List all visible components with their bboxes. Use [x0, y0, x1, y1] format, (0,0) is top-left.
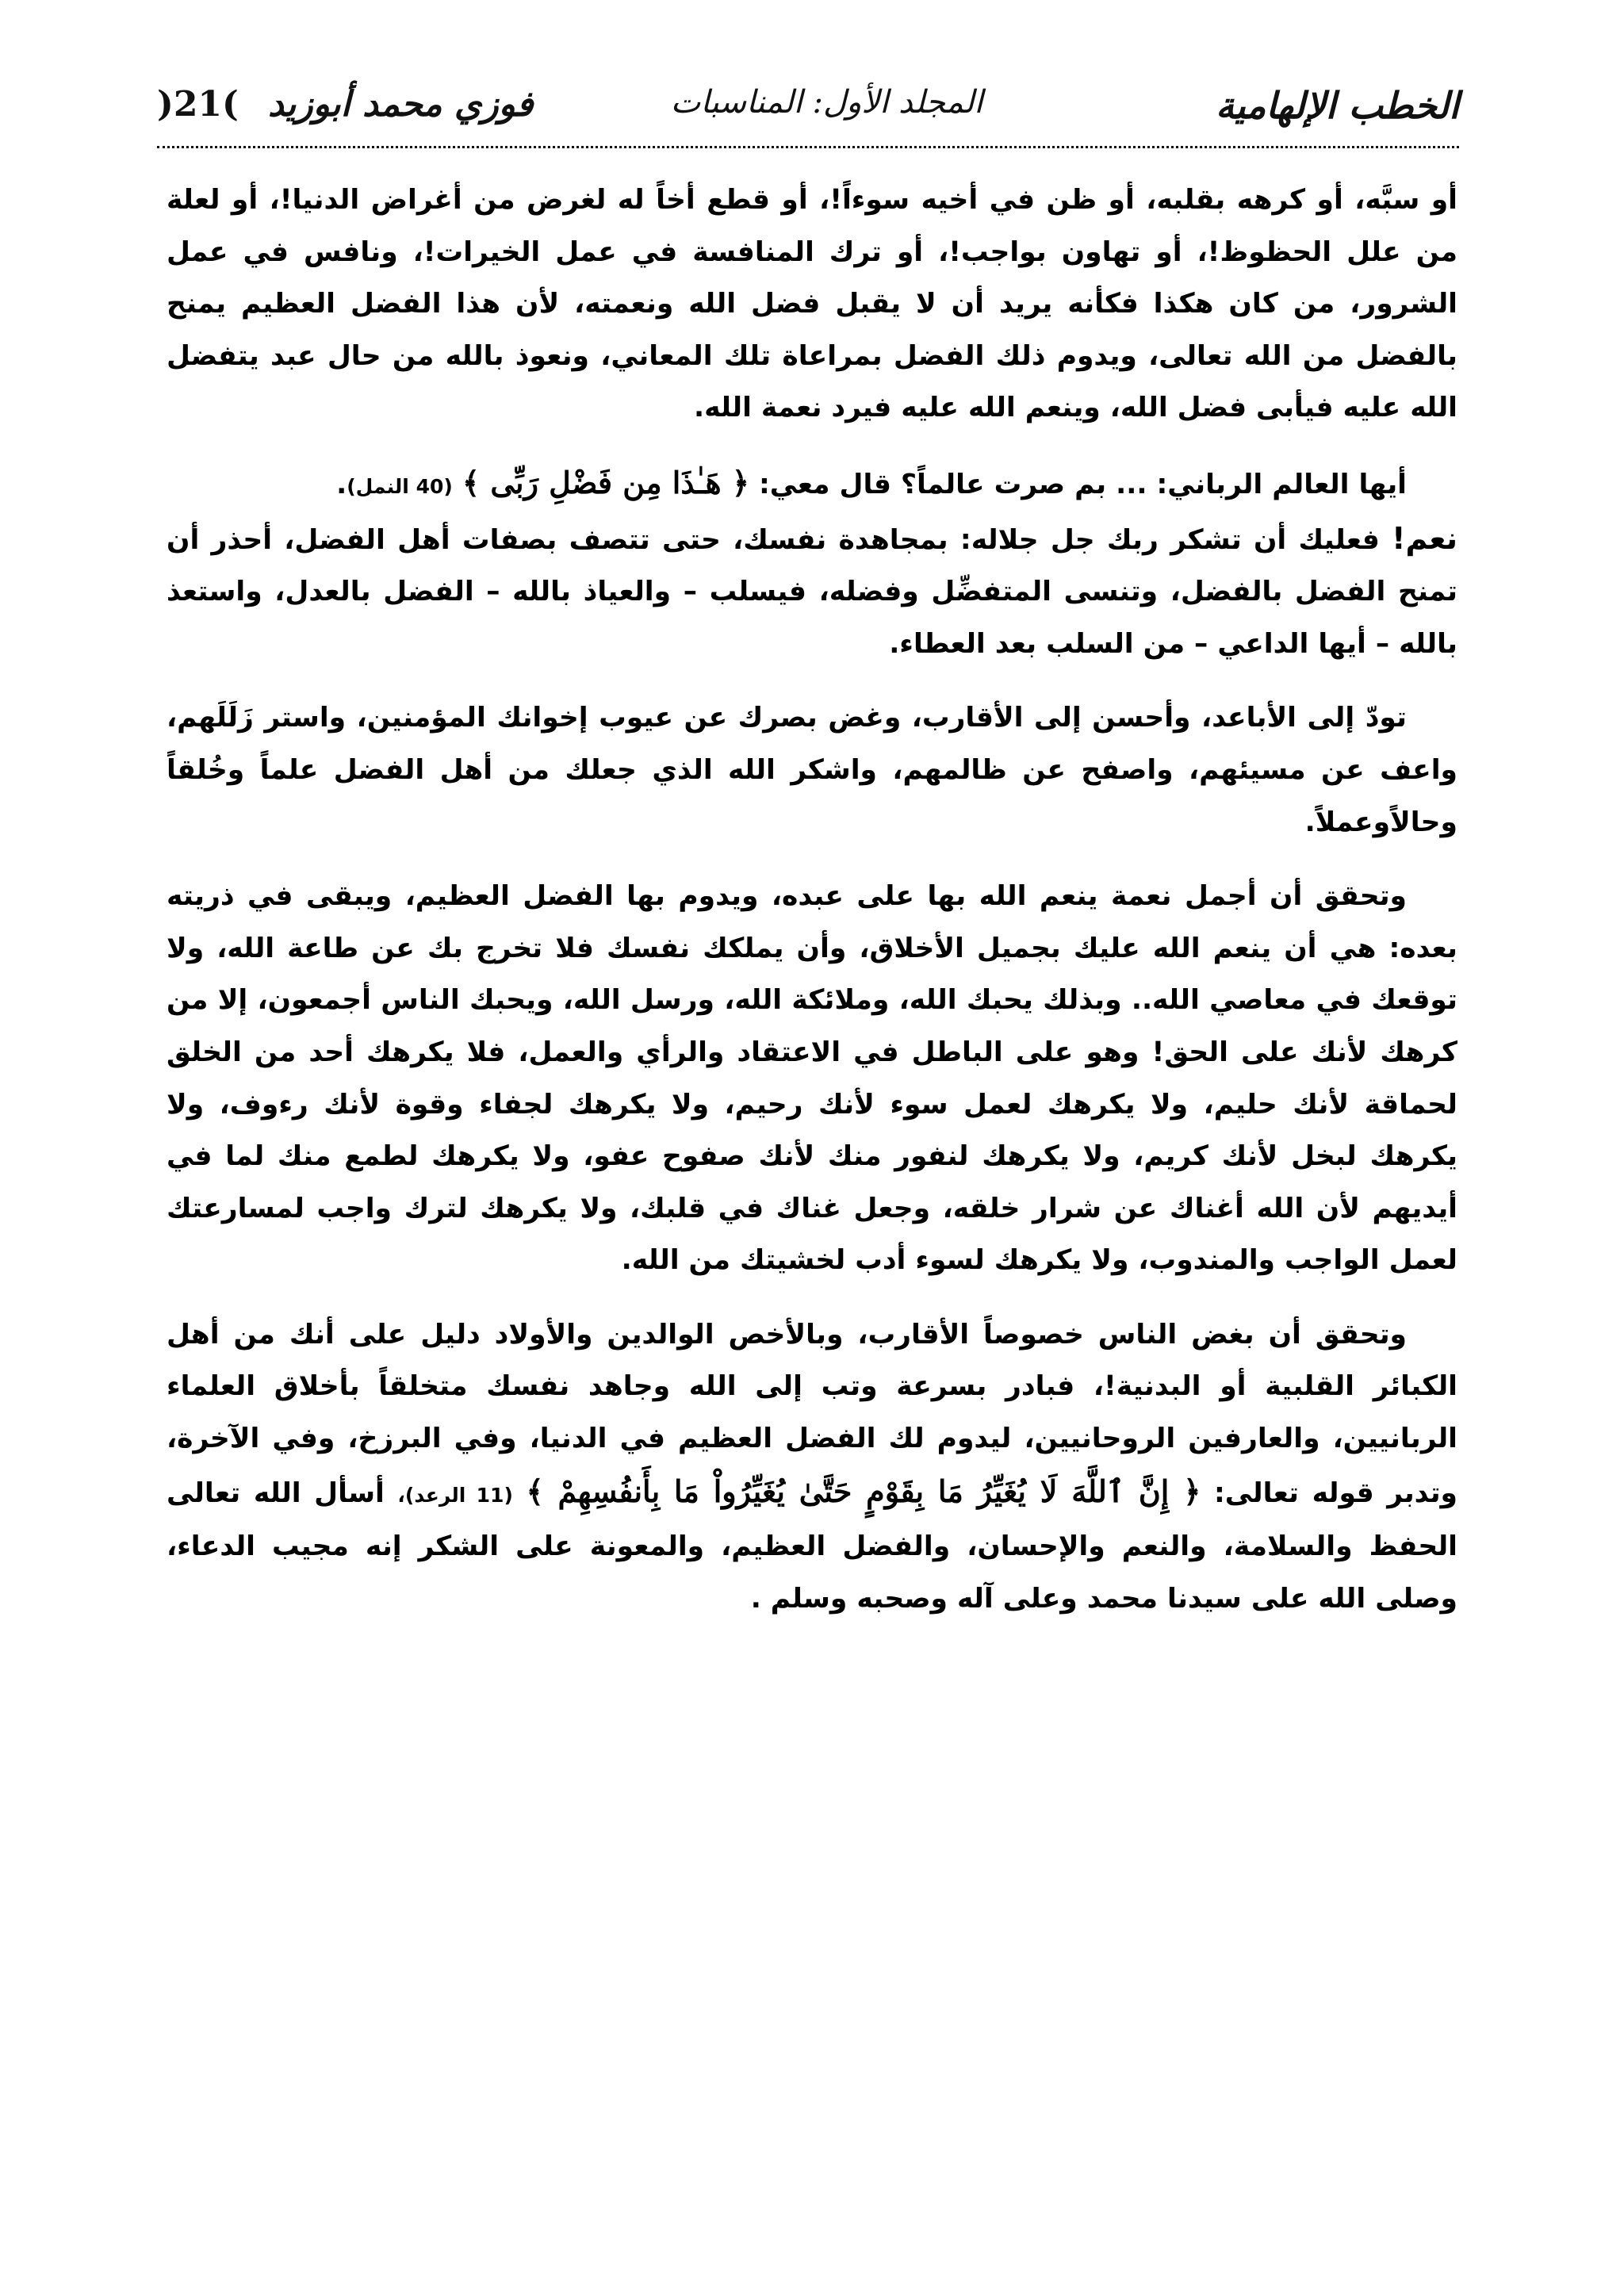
quran-verse-raad: ﴿ إِنَّ ٱللَّهَ لَا يُغَيِّرُ مَا بِقَوْمٍ حَتَّىٰ يُغَيِّرُواْ مَا بِأَنفُسِهِمْ ﴾	[526, 1473, 1201, 1509]
paragraph-2-period: .	[336, 468, 347, 500]
body-text	[167, 174, 1457, 1625]
header-divider	[157, 146, 1459, 148]
emphasis-naam: نعم!	[1392, 520, 1457, 556]
paragraph-1: أو سبَّه، أو كرهه بقلبه، أو ظن في أخيه سوءاً!، أو قطع أخاً له لغرض من أغراض الدنيا!، أو لعلة من علل الحظوظ!، أو تهاون بواجب!، أو ترك المنافسة في عمل الخيرات!، ونافس في عمل الشرور، من كان هكذا فكأنه يريد أن لا يقبل فضل الله ونعمته، لأن هذا الفضل العظيم يمنح بالفضل من الله تعالى، ويدوم ذلك الفضل بمراعاة تلك المعاني، ونعوذ بالله من حال عبد يتفضل الله عليه فيأبى فضل الله، وينعم الله عليه فيرد نعمة الله.	[167, 184, 1457, 424]
paragraph-3: تودّ إلى الأباعد، وأحسن إلى الأقارب، وغض بصرك عن عيوب إخوانك المؤمنين، واستر زَلَلَهم، واعف عن مسيئهم، واصفح عن ظالمهم، واشكر الله الذي جعلك من أهل الفضل علماً وخُلقاً وحالاًوعملاً.	[167, 702, 1457, 838]
paragraph-5-lead: وتحقق أن بغض الناس خصوصاً الأقارب، وبالأخص الوالدين والأولاد دليل على أنك من أهل الكبائر القلبية أو البدنية!، فبادر بسرعة وتب إلى الله وجاهد نفسك متخلقاً بأخلاق العلماء الربانيين، والعارفين الروحانيين، ليدوم لك الفضل العظيم في الدنيا، وفي البرزخ، وفي الآخرة، وتدبر قوله تعالى:	[167, 1318, 1458, 1509]
verse-reference-naml: (40 النمل)	[347, 474, 453, 498]
volume-title: المجلد الأول: المناسبات	[670, 84, 983, 121]
verse-reference-raad: (11 الرعد)،	[397, 1483, 513, 1507]
page-number: )21(	[157, 84, 239, 125]
paragraph-5-rest: أسأل الله تعالى الحفظ والسلامة، والنعم والإحسان، والفضل العظيم، والمعونة على الشكر إنه مجيب الدعاء، وصلى الله على سيدنا محمد وعلى آله وصحبه وسلم .	[167, 1477, 1457, 1615]
paragraph-5	[167, 1309, 1457, 1626]
quran-verse-naml: ﴿ هَـٰذَا مِن فَضْلِ رَبِّى ﴾	[462, 464, 749, 500]
running-header	[157, 76, 1459, 143]
paragraph-2-lead: أيها العالم الرباني: ... بم صرت عالماً؟ قال معي:	[749, 468, 1407, 500]
book-series-title: الخطب الإلهامية	[1216, 84, 1459, 127]
paragraph-2	[167, 457, 1457, 670]
paragraph-4: وتحقق أن أجمل نعمة ينعم الله بها على عبده، ويدوم بها الفضل العظيم، ويبقى في ذريته بعده: هي أن ينعم الله عليك بجميل الأخلاق، وأن يملكك نفسك فلا تخرج بك عن طاعة الله، ولا توقعك في معاصي الله.. وبذلك يحبك الله، وملائكة الله، ورسل الله، ويحبك الناس أجمعون، إلا من كرهك لأنك على الحق! وهو على الباطل في الاعتقاد والرأي والعمل، فلا يكرهك أحد من الخلق لحماقة لأنك حليم، ولا يكرهك لعمل سوء لأنك رحيم، ولا يكرهك لجفاء وقوة لأنك رءوف، ولا يكرهك لبخل لأنك كريم، ولا يكرهك لنفور منك لأنك صفوح عفو، ولا يكرهك لطمع منك لما في أيديهم لأن الله أغناك عن شرار خلقه، وجعل غناك في قلبك، ولا يكرهك لترك واجب لمسارعتك لعمل الواجب والمندوب، ولا يكرهك لسوء أدب لخشيتك من الله.	[167, 880, 1457, 1277]
author-name: فوزي محمد أبوزيد	[268, 84, 534, 125]
paragraph-2-rest: فعليك أن تشكر ربك جل جلاله: بمجاهدة نفسك، حتى تتصف بصفات أهل الفضل، أحذر أن تمنح الفضل بالفضل، وتنسى المتفضِّل وفضله، فيسلب – والعياذ بالله – الفضل بالعدل، واستعذ بالله – أيها الداعي – من السلب بعد العطاء.	[167, 523, 1457, 660]
